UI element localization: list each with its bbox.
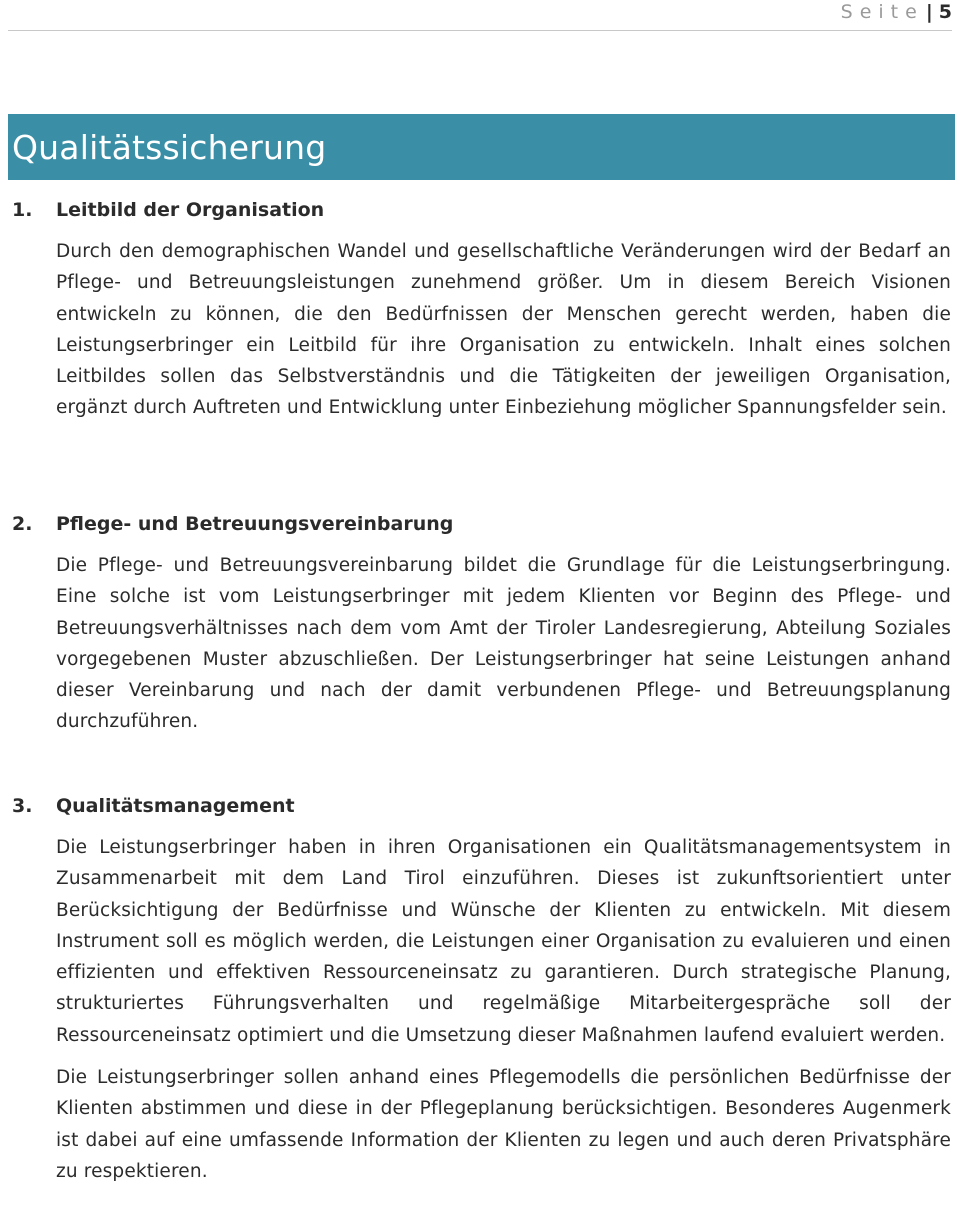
section-heading — [0, 196, 960, 224]
title-banner — [8, 114, 955, 180]
section-betreuungsvereinbarung — [0, 510, 960, 738]
paragraph: Die Pflege- und Betreuungsvereinbarung bildet die Grundlage für die Leistungserbringung. Eine solche ist vom Leistungserbringer mit jedem Klienten vor Beginn des Pflege- und Betreuungsverhältnisses nach dem vom Amt der Tiroler Landesregierung, Abteilung Soziales vorgegebenen Muster abzuschließen. Der Leistungserbringer hat seine Leistungen anhand dieser Vereinbarung und nach der damit verbundenen Pflege- und Betreuungsplanung durchzuführen. — [56, 555, 951, 733]
section-qualitaetsmanagement — [0, 792, 960, 1187]
section-heading — [0, 510, 960, 538]
section-title: Qualitätsmanagement — [56, 795, 295, 817]
section-title: Leitbild der Organisation — [56, 199, 325, 221]
paragraph: Durch den demographischen Wandel und gesellschaftliche Veränderungen wird der Bedarf an Pflege- und Betreuungsleistungen zunehmend größer. Um in diesem Bereich Visionen entwickeln zu können, die den Bedürfnissen der Menschen gerecht werden, haben die Leistungserbringer ein Leitbild für ihre Organisation zu entwickeln. Inhalt eines solchen Leitbildes sollen das Selbstverständnis und die Tätigkeiten der jeweiligen Organisation, ergänzt durch Auftreten und Entwicklung unter Einbeziehung möglicher Spannungsfelder sein. — [56, 241, 951, 419]
paragraph: Die Leistungserbringer sollen anhand eines Pflegemodells die persönlichen Bedürfnisse der Klienten abstimmen und diese in der Pflegeplanung berücksichtigen. Besonderes Augenmerk ist dabei auf eine umfassende Information der Klienten zu legen und auch deren Privatsphäre zu respektieren. — [56, 1067, 951, 1182]
section-number: 2. — [12, 513, 33, 535]
section-title: Pflege- und Betreuungsvereinbarung — [56, 513, 454, 535]
paragraph: Die Leistungserbringer haben in ihren Organisationen ein Qualitätsmanagementsystem in Zusammenarbeit mit dem Land Tirol einzuführen. Dieses ist zukunftsorientiert unter Berücksichtigung der Bedürfnisse und Wünsche der Klienten zu entwickeln. Mit diesem Instrument soll es möglich werden, die Leistungen einer Organisation zu evaluieren und einen effizienten und effektiven Ressourceneinsatz zu garantieren. Durch strategische Planung, strukturiertes Führungsverhalten und regelmäßige Mitarbeitergespräche soll der Ressourceneinsatz optimiert und die Umsetzung dieser Maßnahmen laufend evaluiert werden. — [56, 837, 951, 1046]
page-title: Qualitätssicherung — [12, 127, 327, 167]
section-heading — [0, 792, 960, 820]
page-label: Seite — [840, 1, 924, 23]
section-leitbild — [0, 196, 960, 424]
header-divider — [8, 30, 952, 31]
page-number: 5 — [938, 1, 952, 23]
page-separator: | — [925, 1, 933, 23]
page-header — [841, 0, 952, 24]
section-number: 1. — [12, 199, 33, 221]
section-number: 3. — [12, 795, 33, 817]
